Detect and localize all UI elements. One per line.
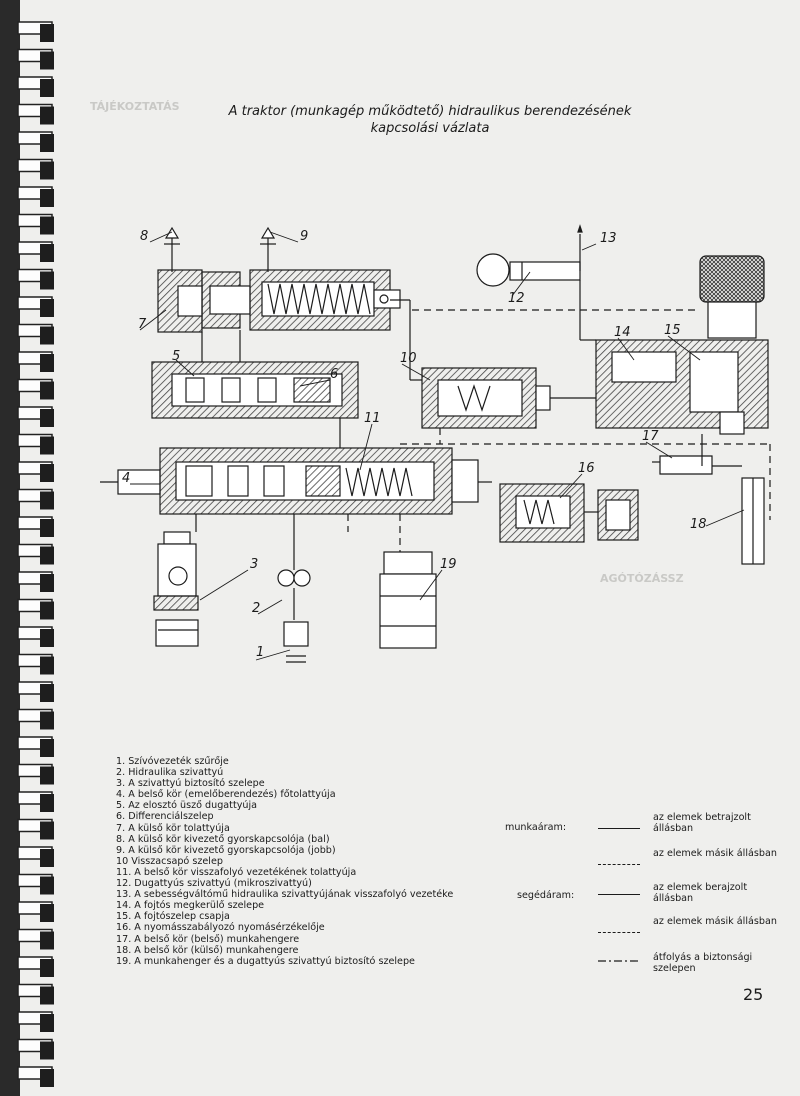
callout-16: 16 [578, 461, 595, 476]
key-item-5: átfolyás a biztonsági szelepen [653, 952, 753, 974]
page-number: 25 [743, 985, 764, 1004]
legend-item: 5. Az elosztó üsző dugattyúja [116, 800, 258, 812]
external-spool-valve [158, 270, 400, 332]
legend-item: 15. A fojtószelep csapja [116, 911, 230, 923]
safety-valve [380, 552, 436, 648]
hydraulic-pump [278, 556, 310, 620]
callout-6: 6 [330, 367, 339, 382]
callout-11: 11 [364, 411, 381, 426]
check-valve [422, 368, 550, 428]
legend-item: 19. A munkahenger és a dugattyús szivattyú biztosító szelepe [116, 955, 415, 967]
flow-key [505, 808, 785, 978]
callout-10: 10 [400, 351, 417, 366]
legend-item: 17. A belső kör (belső) munkahengere [116, 933, 300, 945]
key-item-1: az elemek betrajzolt állásban [653, 812, 751, 834]
parts-legend [116, 756, 516, 967]
callout-7: 7 [138, 317, 147, 332]
legend-item: 4. A belső kör (emelőberendezés) főtolattyúja [116, 789, 336, 801]
throttle-valve [596, 256, 768, 434]
callout-3: 3 [250, 557, 259, 572]
title-line-1: A traktor (munkagép működtető) hidraulikus berendezésének [228, 104, 632, 119]
callout-4: 4 [122, 471, 131, 486]
legend-item: 18. A belső kör (külső) munkahengere [116, 944, 299, 956]
legend-item: 16. A nyomásszabályozó nyomásérzékelője [116, 922, 325, 934]
callout-14: 14 [614, 325, 631, 340]
callout-12: 12 [508, 291, 525, 306]
legend-item: 7. A külső kör tolattyúja [116, 822, 230, 834]
legend-item: 6. Differenciálszelep [116, 811, 214, 823]
callout-19: 19 [440, 557, 457, 572]
title-line-2: kapcsolási vázlata [370, 121, 490, 136]
legend-item: 11. A belső kör visszafolyó vezetékének tolattyúja [116, 866, 357, 878]
key-item-2: az elemek másik állásban [653, 848, 777, 859]
legend-item: 10 Visszacsapó szelep [116, 855, 223, 867]
distributor-piston [152, 362, 358, 418]
quick-coupler-right [260, 228, 276, 272]
suction-filter [284, 622, 308, 662]
callout-15: 15 [664, 323, 681, 338]
work-cylinder-inner [652, 456, 742, 474]
work-flow-label: munkaáram: [505, 822, 567, 833]
legend-item: 14. A fojtós megkerülő szelepe [116, 900, 265, 912]
micro-pump [477, 250, 580, 286]
gearbox-return-line [578, 226, 582, 250]
legend-item: 2. Hidraulika szivattyú [116, 767, 224, 779]
work-cylinder-outer [742, 478, 764, 564]
callout-13: 13 [600, 231, 617, 246]
aux-flow-label: segédáram: [517, 890, 575, 901]
legend-item: 8. A külső kör kivezető gyorskapcsolója (bal) [116, 833, 330, 845]
callout-8: 8 [140, 229, 149, 244]
callout-5: 5 [172, 349, 181, 364]
key-item-3: az elemek berajzolt állásban [653, 882, 748, 904]
legend-item: 1. Szívóvezeték szűrője [116, 756, 229, 767]
pump-relief-valve [154, 532, 198, 646]
pressure-sensor [500, 484, 638, 542]
callout-18: 18 [690, 517, 707, 532]
callout-2: 2 [252, 601, 261, 616]
callout-1: 1 [256, 645, 265, 660]
key-item-4: az elemek másik állásban [653, 916, 777, 927]
legend-item: 3. A szivattyú biztosító szelepe [116, 778, 265, 790]
legend-item: 13. A sebességváltómű hidraulika szivattyújának visszafolyó vezetéke [116, 889, 454, 901]
legend-item: 9. A külső kör kivezető gyorskapcsolója (jobb) [116, 844, 336, 856]
solid-line-sample [598, 828, 640, 829]
aux-dashed-line-sample [598, 932, 640, 933]
main-spool-valve [100, 448, 492, 514]
aux-solid-line-sample [598, 894, 640, 895]
document-page: TÁJÉKOZTATÁS AGÓTÓZÁSSZ A traktor (munkagép működtető) hidraulikus berendezésének kapcsolási vázlata 1 2 3 4 5 6 7 8 9 10 11 12 13 14 15 16 17 18 19 1. Szívóvezeték szűrője 2. Hidraulika szivattyú 3. A szivattyú biztosító szelepe 4. A belső kör (emelőberendezés) főtolattyúja 5. Az elosztó üsző dugattyúja 6. Differenciálszelep 7. A külső kör tolattyúja 8. A külső kör kivezető gyorskapcsolója (bal) 9. A külső kör kivezető gyorskapcsolója (jobb) 10 Visszacsapó szelep 11. A belső kör visszafolyó vezetékének tolattyúja 12. Dugattyús szivattyú (mikroszivattyú) 13. A sebességváltómű hidraulika szivattyújának visszafolyó vezetéke 14. A fojtós megkerülő szelepe 15. A fojtószelep csapja 16. A nyomásszabályozó nyomásérzékelője 17. A belső kör (belső) munkahengere 18. A belső kör (külső) munkahengere 19. A munkahenger és a dugattyús szivattyú biztosító szelepe munkaáram: az elemek betrajzolt állásban az elemek másik állásban segédáram: az elemek berajzolt állásban az elemek másik állásban átfolyás a biztonsági szelepen 25 [0, 0, 800, 1096]
callout-17: 17 [642, 429, 659, 444]
dash-dot-line-sample [598, 958, 640, 964]
legend-item: 12. Dugattyús szivattyú (mikroszivattyú) [116, 878, 312, 890]
dashed-line-sample [598, 864, 640, 865]
callout-9: 9 [300, 229, 309, 244]
